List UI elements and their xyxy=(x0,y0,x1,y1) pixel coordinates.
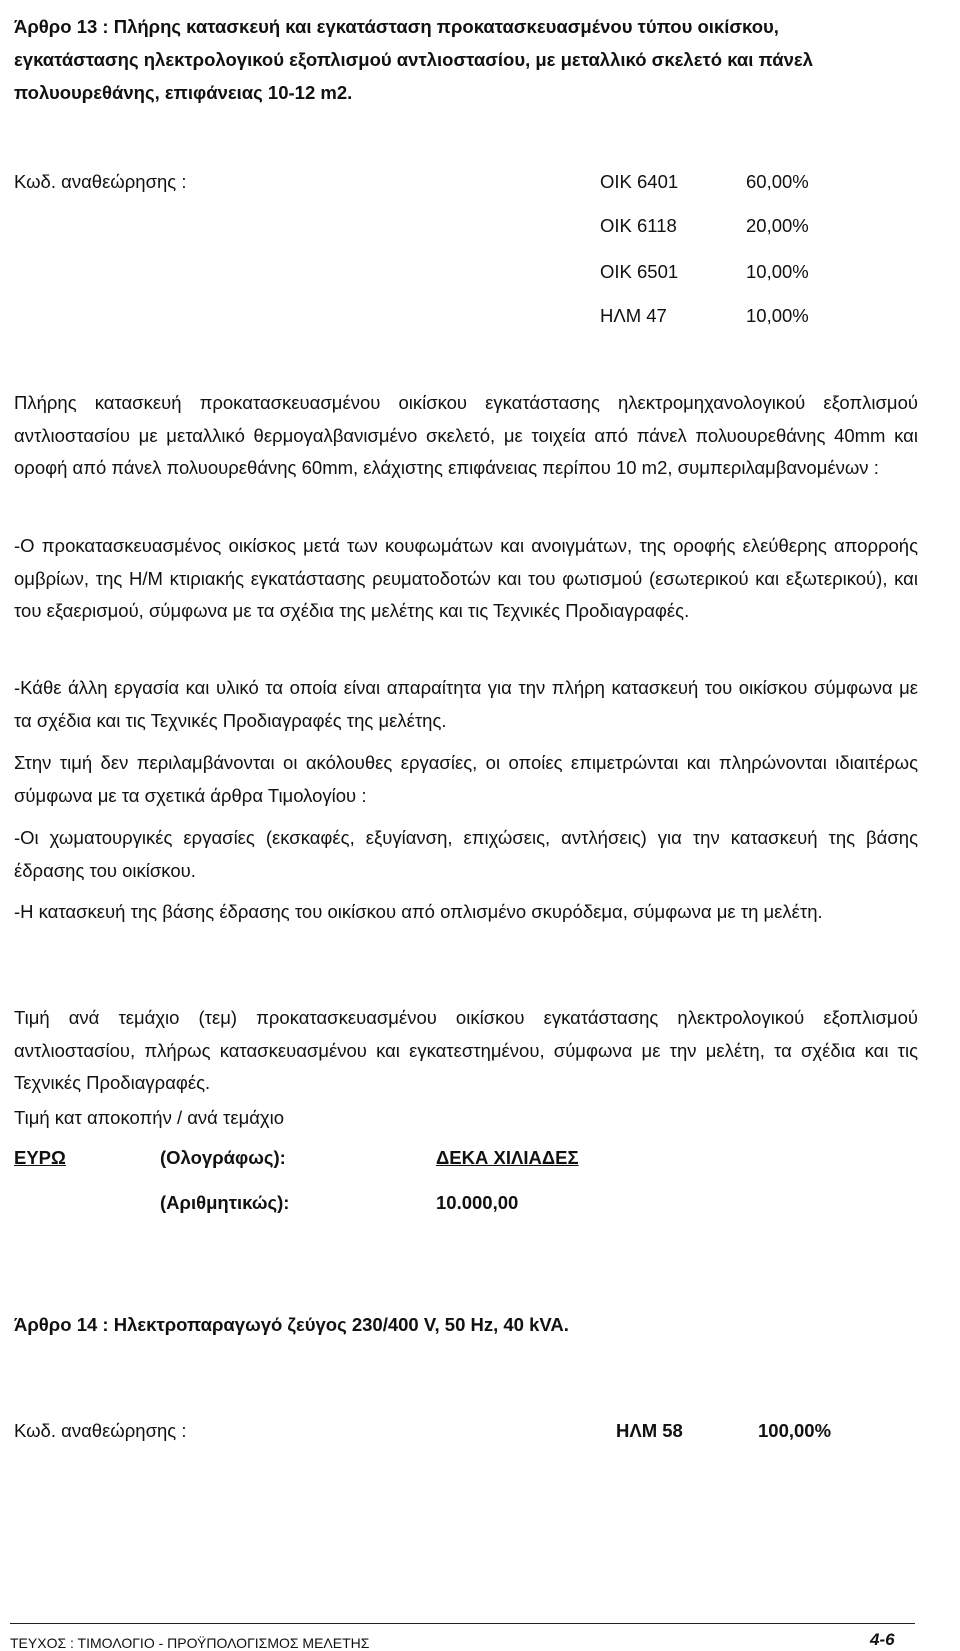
article-14-title: Άρθρο 14 : Ηλεκτροπαραγωγό ζεύγος 230/400 V, 50 Hz, 40 kVA. xyxy=(14,1314,569,1335)
currency-label: ΕΥΡΩ xyxy=(14,1147,66,1168)
revision-percent: 10,00% xyxy=(746,261,809,282)
description-paragraph: Πλήρης κατασκευή προκατασκευασμένου οικίσκου εγκατάστασης ηλεκτρομηχανολογικού εξοπλισμού αντλιοστασίου με μεταλλικό θερμογαλβανισμένο σκελετό, με τοιχεία από πάνελ πολυουρεθάνης 40mm και οροφή από πάνελ πολυουρεθάνης 60mm, ελάχιστης επιφάνειας περίπου 10 m2, συμπεριλαμβανομένων : xyxy=(14,392,918,478)
in-words-value: ΔΕΚΑ ΧΙΛΙΑΔΕΣ xyxy=(436,1147,579,1168)
footer-divider xyxy=(10,1623,915,1624)
in-words-label: (Ολογράφως): xyxy=(160,1147,286,1168)
excluded-item: -Οι χωματουργικές εργασίες (εκσκαφές, εξυγίανση, επιχώσεις, αντλήσεις) για την κατασκευή της βάσης έδρασης του οικίσκου. xyxy=(14,827,918,881)
price-in-words-row xyxy=(0,1147,960,1177)
in-numbers-value: 10.000,00 xyxy=(436,1192,519,1213)
revision-percent: 60,00% xyxy=(746,171,809,192)
revision-code: ΗΛΜ 58 xyxy=(616,1420,683,1441)
price-in-numbers-row xyxy=(0,1192,960,1222)
revision-percent: 100,00% xyxy=(758,1420,832,1441)
price-basis: Τιμή κατ αποκοπήν / ανά τεμάχιο xyxy=(14,1107,285,1128)
included-item: -Ο προκατασκευασμένος οικίσκος μετά των κουφωμάτων και ανοιγμάτων, της οροφής ελεύθερης απορροής ομβρίων, της Η/Μ κτιριακής εγκατάστασης ρευματοδοτών και του φωτισμού (εσωτερικού και εξωτερικού), και του εξαερισμού, σύμφωνα με τα σχέδια της μελέτης και τις Τεχνικές Προδιαγραφές. xyxy=(14,535,918,621)
revision-percent: 10,00% xyxy=(746,305,809,326)
revision-code-label: Κωδ. αναθεώρησης : xyxy=(14,171,187,192)
revision-code-label: Κωδ. αναθεώρησης : xyxy=(14,1420,187,1441)
unit-price-description: Τιμή ανά τεμάχιο (τεμ) προκατασκευασμένου οικίσκου εγκατάστασης ηλεκτρολογικού εξοπλισμού αντλιοστασίου, πλήρως κατασκευασμένου και εγκατεστημένου, σύμφωνα με την μελέτη, τα σχέδια και τις Τεχνικές Προδιαγραφές. xyxy=(14,1007,918,1093)
included-item: -Κάθε άλλη εργασία και υλικό τα οποία είναι απαραίτητα για την πλήρη κατασκευή του οικίσκου σύμφωνα με τα σχέδια και τις Τεχνικές Προδιαγραφές της μελέτης. xyxy=(14,677,918,731)
in-numbers-label: (Αριθμητικώς): xyxy=(160,1192,290,1213)
revision-percent: 20,00% xyxy=(746,215,809,236)
page-number: 4-6 xyxy=(870,1630,895,1649)
revision-code: ΟΙΚ 6501 xyxy=(600,261,679,282)
article-13-title: Άρθρο 13 : Πλήρης κατασκευή και εγκατάσταση προκατασκευασμένου τύπου οικίσκου, εγκατάστασης ηλεκτρολογικού εξοπλισμού αντλιοστασίου, με μεταλλικό σκελετό και πάνελ πολυουρεθάνης, επιφάνειας 10-12 m2. xyxy=(14,16,813,103)
footer-document-title: ΤΕΥΧΟΣ : ΤΙΜΟΛΟΓΙΟ - ΠΡΟΫΠΟΛΟΓΙΣΜΟΣ ΜΕΛΕΤΗΣ xyxy=(10,1635,370,1651)
revision-code: ΟΙΚ 6401 xyxy=(600,171,679,192)
excluded-item: -Η κατασκευή της βάσης έδρασης του οικίσκου από οπλισμένο σκυρόδεμα, σύμφωνα με τη μελέτη. xyxy=(14,901,823,922)
excluded-intro: Στην τιμή δεν περιλαμβάνονται οι ακόλουθες εργασίες, οι οποίες επιμετρώνται και πληρώνονται ιδιαιτέρως σύμφωνα με τα σχετικά άρθρα Τιμολογίου : xyxy=(14,752,918,806)
revision-code: ΟΙΚ 6118 xyxy=(600,215,677,236)
revision-code: ΗΛΜ 47 xyxy=(600,305,667,326)
